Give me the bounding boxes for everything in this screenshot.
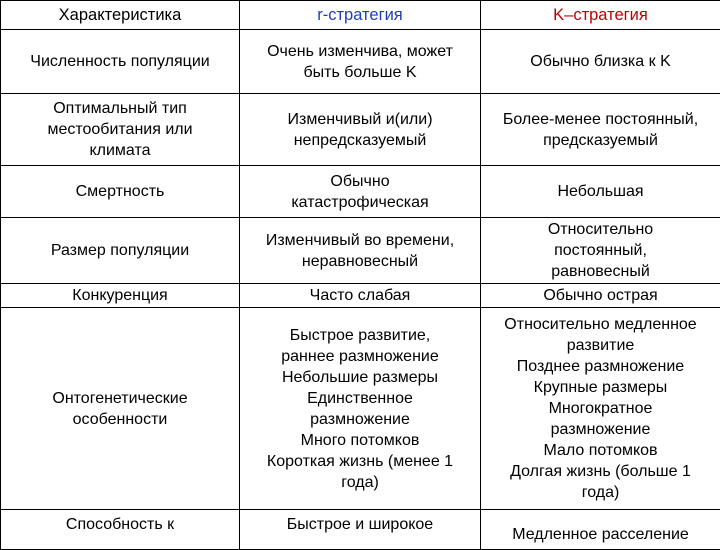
cell-line: Оптимальный тип: [3, 98, 237, 119]
cell-line: Численность популяции: [3, 51, 237, 72]
r-strategy-cell: [240, 94, 481, 166]
r-strategy-cell: [240, 218, 481, 284]
r-strategy-cell: [240, 284, 481, 308]
k-strategy-cell: [481, 308, 720, 510]
table-row: [1, 308, 720, 510]
cell-line: быть больше K: [242, 62, 478, 83]
cell-line: Изменчивый и(или): [242, 109, 478, 130]
cell-line: равновесный: [483, 261, 718, 282]
cell-line: Небольшая: [483, 181, 718, 202]
characteristic-cell: [1, 218, 240, 284]
cell-line: Единственное: [242, 388, 478, 409]
k-strategy-cell: [481, 30, 720, 94]
k-strategy-cell: [481, 510, 720, 550]
k-strategy-cell: [481, 218, 720, 284]
cell-line: Способность к: [3, 514, 237, 535]
cell-line: Быстрое и широкое: [242, 514, 478, 535]
cell-line: Относительно: [483, 219, 718, 240]
cell-line: Позднее размножение: [483, 356, 718, 377]
cell-line: климата: [3, 140, 237, 161]
r-strategy-cell: [240, 30, 481, 94]
table-row: [1, 284, 720, 308]
cell-line: Обычно острая: [483, 285, 718, 306]
cell-line: раннее размножение: [242, 346, 478, 367]
cell-line: Быстрое развитие,: [242, 325, 478, 346]
r-strategy-cell: [240, 308, 481, 510]
characteristic-cell: [1, 166, 240, 218]
cell-line: Смертность: [3, 181, 237, 202]
characteristic-cell: [1, 94, 240, 166]
cell-line: непредсказуемый: [242, 130, 478, 151]
cell-line: особенности: [3, 409, 237, 430]
k-strategy-cell: [481, 94, 720, 166]
cell-line: года): [483, 482, 718, 503]
header-row: [1, 1, 720, 30]
table-row: [1, 510, 720, 550]
cell-line: Медленное расселение: [483, 524, 718, 545]
r-strategy-cell: [240, 166, 481, 218]
cell-line: Обычно: [242, 171, 478, 192]
table-row: [1, 94, 720, 166]
cell-line: Часто слабая: [242, 285, 478, 306]
cell-line: местообитания или: [3, 119, 237, 140]
header-r-strategy: r-стратегия: [240, 1, 481, 30]
cell-line: постоянный,: [483, 240, 718, 261]
cell-line: Изменчивый во времени,: [242, 230, 478, 251]
k-strategy-cell: [481, 284, 720, 308]
table-row: [1, 30, 720, 94]
cell-line: Многократное: [483, 398, 718, 419]
cell-line: Очень изменчива, может: [242, 41, 478, 62]
characteristic-cell: [1, 308, 240, 510]
characteristic-cell: [1, 284, 240, 308]
cell-line: Размер популяции: [3, 240, 237, 261]
cell-line: Долгая жизнь (больше 1: [483, 461, 718, 482]
cell-line: Много потомков: [242, 430, 478, 451]
cell-line: Относительно медленное: [483, 314, 718, 335]
cell-line: Онтогенетические: [3, 388, 237, 409]
cell-line: Более-менее постоянный,: [483, 109, 718, 130]
k-strategy-cell: [481, 166, 720, 218]
r-strategy-cell: [240, 510, 481, 550]
header-characteristic: Характеристика: [1, 1, 240, 30]
cell-line: Короткая жизнь (менее 1: [242, 451, 478, 472]
cell-line: Мало потомков: [483, 440, 718, 461]
cell-line: Небольшие размеры: [242, 367, 478, 388]
cell-line: развитие: [483, 335, 718, 356]
cell-line: предсказуемый: [483, 130, 718, 151]
header-k-strategy: K–стратегия: [481, 1, 720, 30]
cell-line: года): [242, 472, 478, 493]
cell-line: Обычно близка к K: [483, 51, 718, 72]
cell-line: катастрофическая: [242, 192, 478, 213]
cell-line: Крупные размеры: [483, 377, 718, 398]
cell-line: размножение: [242, 409, 478, 430]
table-row: [1, 218, 720, 284]
table-row: [1, 166, 720, 218]
characteristic-cell: [1, 510, 240, 550]
characteristic-cell: [1, 30, 240, 94]
cell-line: неравновесный: [242, 251, 478, 272]
cell-line: Конкуренция: [3, 285, 237, 306]
cell-line: размножение: [483, 419, 718, 440]
